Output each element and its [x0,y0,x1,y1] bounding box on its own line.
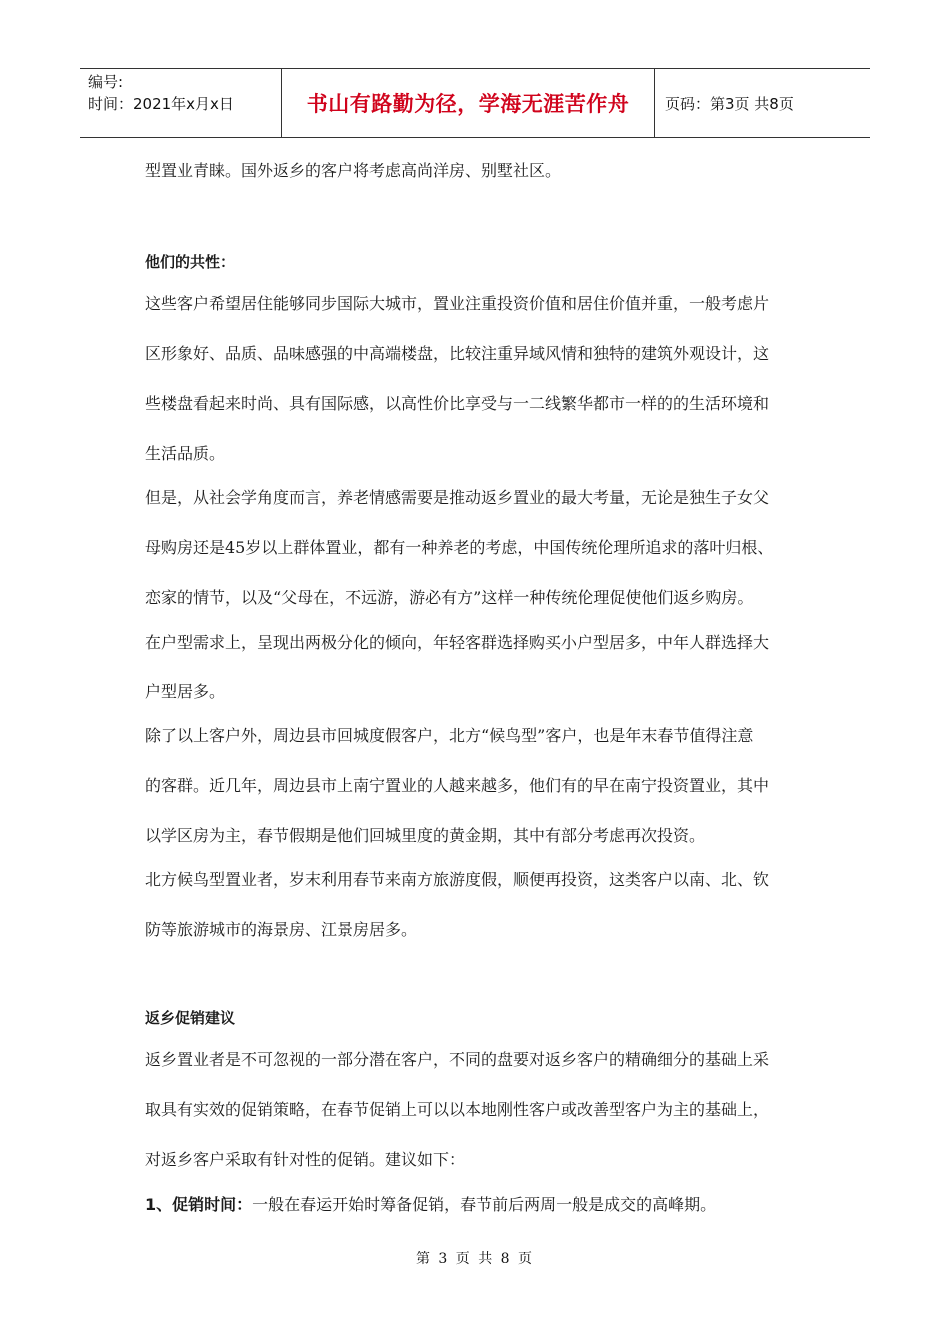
body-line: 户型居多。 [145,682,226,701]
header-motto: 书山有路勤为径，学海无涯苦作舟 [281,69,655,137]
doc-number-label: 编号: [88,73,124,91]
section-heading-promotion: 返乡促销建议 [145,1009,236,1027]
body-line: 防等旅游城市的海景房、江景房居多。 [145,920,418,939]
body-line: 型置业青睐。国外返乡的客户将考虑高尚洋房、别墅社区。 [145,161,562,180]
body-line: 恋家的情节，以及“父母在，不远游，游必有方”这样一种传统伦理促使他们返乡购房。 [145,588,754,607]
header-meta [80,69,281,137]
list-item-label: 1、促销时间： [145,1195,253,1214]
doc-time-label: 时间：2021年x月x日 [88,95,234,113]
body-line: 生活品质。 [145,444,226,463]
body-line: 但是，从社会学角度而言，养老情感需要是推动返乡置业的最大考量，无论是独生子女父 [145,488,770,507]
page-header [80,68,870,138]
header-page-number: 页码：第3页 共8页 [665,94,794,113]
list-item-text: 一般在春运开始时筹备促销，春节前后两周一般是成交的高峰期。 [252,1195,717,1214]
body-line: 区形象好、品质、品味感强的中高端楼盘，比较注重异域风情和独特的建筑外观设计，这 [145,344,770,363]
section-heading-common-traits: 他们的共性： [145,253,236,271]
body-line: 除了以上客户外，周边县市回城度假客户，北方“候鸟型”客户，也是年末春节值得注意 [145,726,754,745]
page-footer: 第 3 页 共 8 页 [415,1251,535,1267]
body-line: 这些客户希望居住能够同步国际大城市，置业注重投资价值和居住价值并重，一般考虑片 [145,294,770,313]
body-line: 对返乡客户采取有针对性的促销。建议如下： [145,1150,466,1169]
body-line: 母购房还是45岁以上群体置业，都有一种养老的考虑，中国传统伦理所追求的落叶归根、 [145,538,774,557]
body-line: 些楼盘看起来时尚、具有国际感，以高性价比享受与一二线繁华都市一样的的生活环境和 [145,394,770,413]
body-line: 返乡置业者是不可忽视的一部分潜在客户，不同的盘要对返乡客户的精确细分的基础上采 [145,1050,770,1069]
body-line: 以学区房为主，春节假期是他们回城里度的黄金期，其中有部分考虑再次投资。 [145,826,706,845]
body-line: 在户型需求上，呈现出两极分化的倾向，年轻客群选择购买小户型居多，中年人群选择大 [145,633,770,652]
list-item-promo-time [145,1195,716,1215]
body-line: 北方候鸟型置业者，岁末利用春节来南方旅游度假，顺便再投资，这类客户以南、北、钦 [145,870,770,889]
body-line: 的客群。近几年，周边县市上南宁置业的人越来越多，他们有的早在南宁投资置业，其中 [145,776,770,795]
body-line: 取具有实效的促销策略，在春节促销上可以以本地刚性客户或改善型客户为主的基础上， [145,1100,770,1119]
